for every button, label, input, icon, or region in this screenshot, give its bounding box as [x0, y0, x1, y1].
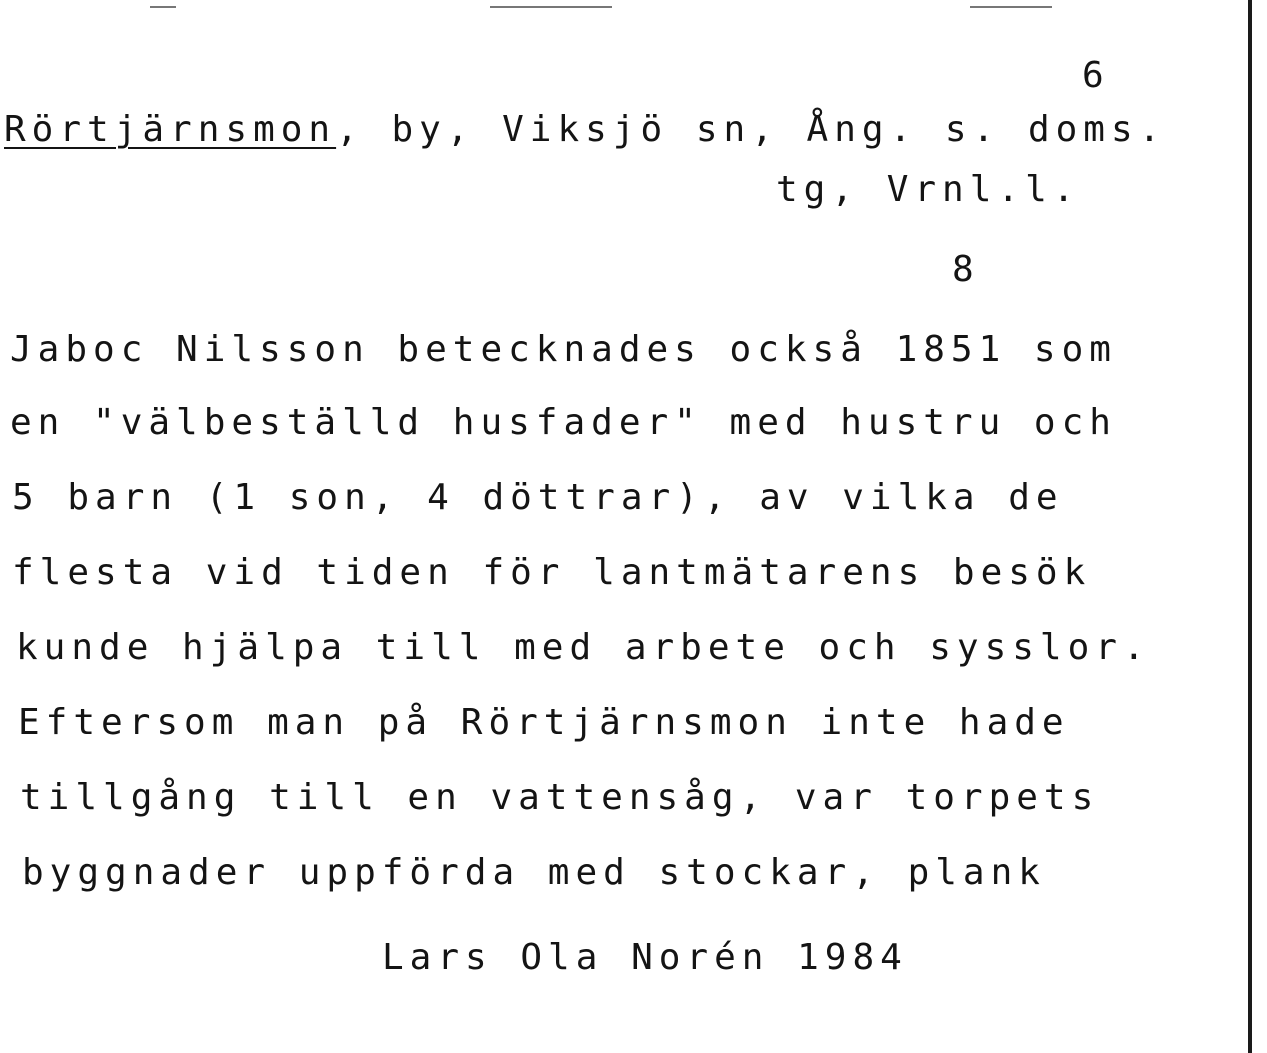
body-line: tillgång till en vattensåg, var torpets — [20, 777, 1100, 818]
body-line: Jaboc Nilsson betecknades också 1851 som — [10, 329, 1117, 370]
page-number: 8 — [952, 249, 980, 290]
heading-line — [4, 109, 1167, 150]
scan-mark — [150, 6, 176, 8]
body-line: flesta vid tiden för lantmätarens besök — [12, 552, 1092, 593]
body-line: 5 barn (1 son, 4 döttrar), av vilka de — [12, 477, 1064, 518]
superscript-number: 6 — [1082, 55, 1110, 96]
body-line: en "välbeställd husfader" med hustru och — [10, 402, 1117, 443]
body-line: byggnader uppförda med stockar, plank — [22, 852, 1046, 893]
author-line: Lars Ola Norén 1984 — [382, 937, 908, 978]
card-edge-line — [1248, 0, 1252, 1053]
scan-mark — [970, 6, 1052, 8]
body-line: Eftersom man på Rörtjärnsmon inte hade — [18, 702, 1070, 743]
body-line: kunde hjälpa till med arbete och sysslor. — [16, 627, 1151, 668]
heading-word: Rörtjärnsmon — [4, 109, 337, 150]
heading-line-2: tg, Vrnl.l. — [776, 169, 1081, 210]
heading-rest: , by, Viksjö sn, Ång. s. doms. — [336, 109, 1167, 150]
scan-mark — [490, 6, 612, 8]
